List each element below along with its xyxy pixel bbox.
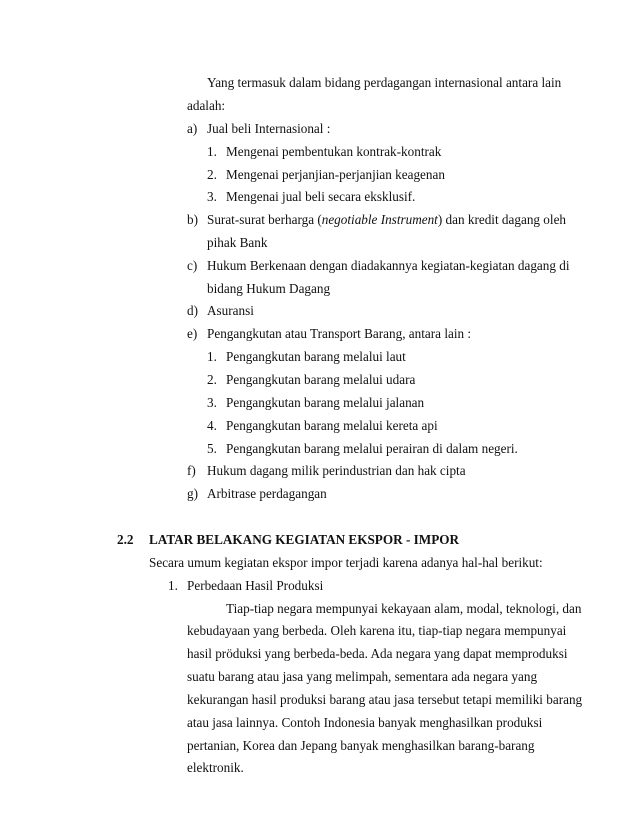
sub-item-e4: Pengangkutan barang melalui kereta api [226, 418, 438, 433]
sub-item-e1: Pengangkutan barang melalui laut [226, 349, 406, 364]
list-marker-c: c) [187, 258, 198, 273]
paragraph-line: atau jasa lainnya. Contoh Indonesia banyak menghasilkan produksi [187, 715, 543, 730]
list-item-b-italic: negotiable Instrument [321, 212, 438, 227]
section-title: LATAR BELAKANG KEGIATAN EKSPOR - IMPOR [149, 532, 460, 547]
list-marker-e: e) [187, 326, 198, 341]
sub-item-a3: Mengenai jual beli secara eksklusif. [226, 189, 416, 204]
list-marker-d: d) [187, 303, 198, 318]
sub-marker-a1: 1. [207, 144, 217, 159]
list-item-c: Hukum Berkenaan dengan diadakannya kegiatan-kegiatan dagang di [207, 258, 570, 273]
sub-item-e2: Pengangkutan barang melalui udara [226, 372, 416, 387]
paragraph-line: hasil pröduksi yang berbeda-beda. Ada negara yang dapat memproduksi [187, 646, 568, 661]
sub-marker-e3: 3. [207, 395, 217, 410]
sub-item-e3: Pengangkutan barang melalui jalanan [226, 395, 425, 410]
list-item-c-cont: bidang Hukum Dagang [207, 281, 331, 296]
section-number: 2.2 [117, 532, 134, 547]
intro-line-1: Yang termasuk dalam bidang perdagangan internasional antara lain [207, 75, 562, 90]
list-item-b-cont: pihak Bank [207, 235, 268, 250]
list-item-a: Jual beli Internasional : [207, 121, 331, 136]
sub-item-e5: Pengangkutan barang melalui perairan di dalam negeri. [226, 441, 518, 456]
paragraph-line: elektronik. [187, 760, 244, 775]
paragraph-line: suatu barang atau jasa yang melimpah, sementara ada negara yang [187, 669, 538, 684]
sub-marker-a3: 3. [207, 189, 217, 204]
list-item-b [207, 212, 566, 228]
point-title-1: Perbedaan Hasil Produksi [187, 578, 324, 593]
list-marker-g: g) [187, 486, 198, 501]
intro-line-2: adalah: [187, 98, 226, 113]
sub-marker-e1: 1. [207, 349, 217, 364]
paragraph-line: kekurangan hasil produksi barang atau jasa tersebut tetapi memiliki barang [187, 692, 583, 707]
list-item-d: Asuransi [207, 303, 254, 318]
list-item-b-post: ) dan kredit dagang oleh [437, 212, 567, 227]
point-marker-1: 1. [168, 578, 178, 593]
list-marker-b: b) [187, 212, 198, 227]
paragraph-line: kebudayaan yang berbeda. Oleh karena itu, tiap-tiap negara mempunyai [187, 623, 567, 638]
list-item-b-pre: Surat-surat berharga ( [207, 212, 322, 227]
paragraph-line: Tiap-tiap negara mempunyai kekayaan alam, modal, teknologi, dan [226, 601, 582, 616]
sub-item-a1: Mengenai pembentukan kontrak-kontrak [226, 144, 442, 159]
sub-marker-e5: 5. [207, 441, 217, 456]
list-marker-f: f) [187, 463, 196, 478]
list-item-e: Pengangkutan atau Transport Barang, antara lain : [207, 326, 472, 341]
list-item-g: Arbitrase perdagangan [207, 486, 327, 501]
list-item-f: Hukum dagang milik perindustrian dan hak cipta [207, 463, 466, 478]
section-intro: Secara umum kegiatan ekspor impor terjadi karena adanya hal-hal berikut: [149, 555, 543, 570]
list-marker-a: a) [187, 121, 198, 136]
sub-item-a2: Mengenai perjanjian-perjanjian keagenan [226, 167, 445, 182]
sub-marker-a2: 2. [207, 167, 217, 182]
sub-marker-e4: 4. [207, 418, 217, 433]
sub-marker-e2: 2. [207, 372, 217, 387]
paragraph-line: pertanian, Korea dan Jepang banyak menghasilkan barang-barang [187, 738, 535, 753]
